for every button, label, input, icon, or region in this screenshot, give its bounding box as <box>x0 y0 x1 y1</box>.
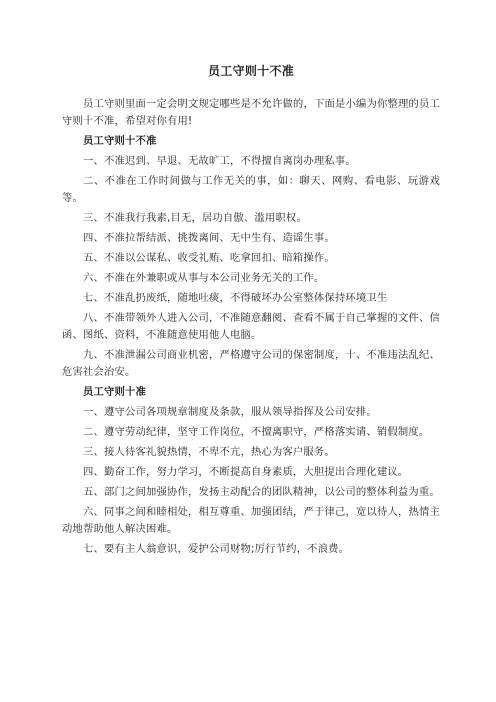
rule-item: 二、不准在工作时间做与工作无关的事，如：聊天、网购、看电影、玩游戏等。 <box>62 175 440 204</box>
rule-item: 五、部门之间加强协作，发扬主动配合的团队精神，以公司的整体利益为重。 <box>83 486 440 498</box>
rule-item: 七、不准乱扔废纸，随地吐痰，不得破坏办公室整体保持环境卫生 <box>83 292 388 304</box>
rule-item: 四、不准拉帮结派、挑拨离间、无中生有、造谣生事。 <box>83 232 335 244</box>
rule-item: 一、不准迟到、早退、无故旷工，不得擅自离岗办理私事。 <box>83 155 356 167</box>
rule-item: 六、同事之间和睦相处，相互尊重、加强团结，严于律己，宽以待人，热情主动地帮助他人解决困难。 <box>62 506 440 535</box>
rule-item: 八、不准带领外人进入公司，不准随意翻阅、查看不属于自己掌握的文件、信函、图纸、资料，不准随意使用他人电脑。 <box>62 312 440 341</box>
rule-item: 九、不准泄漏公司商业机密，严格遵守公司的保密制度，十、不准违法乱纪、危害社会治安。 <box>62 349 440 378</box>
paragraph: 员工守则里面一定会明文规定哪些是不允许做的，下面是小编为你整理的员工守则十不准，希望对你有用! <box>62 98 440 127</box>
rule-item: 四、勤奋工作，努力学习，不断提高自身素质，大胆提出合理化建议。 <box>83 466 409 478</box>
rule-item: 二、遵守劳动纪律，坚守工作岗位，不擅离职守，严格落实请、销假制度。 <box>83 426 430 438</box>
rule-item: 三、不准我行我素,目无，居功自傲、滥用职权。 <box>83 212 307 224</box>
rule-item: 一、遵守公司各项规章制度及条款，服从领导指挥及公司安排。 <box>83 406 377 418</box>
rule-item: 五、不准以公谋私、收受礼贿、吃拿回扣、暗箱操作。 <box>83 252 335 264</box>
rule-item: 三、接人待客礼貌热情，不卑不亢，热心为客户服务。 <box>83 446 335 458</box>
section-heading: 员工守则十不准 <box>83 135 157 147</box>
document-body <box>62 96 440 558</box>
rule-item: 七、要有主人翁意识，爱护公司财物;厉行节约，不浪费。 <box>83 543 350 555</box>
rule-item: 六、不准在外兼职或从事与本公司业务无关的工作。 <box>83 272 325 284</box>
section-heading: 员工守则十准 <box>83 386 146 398</box>
document-title: 员工守则十不准 <box>207 64 295 78</box>
